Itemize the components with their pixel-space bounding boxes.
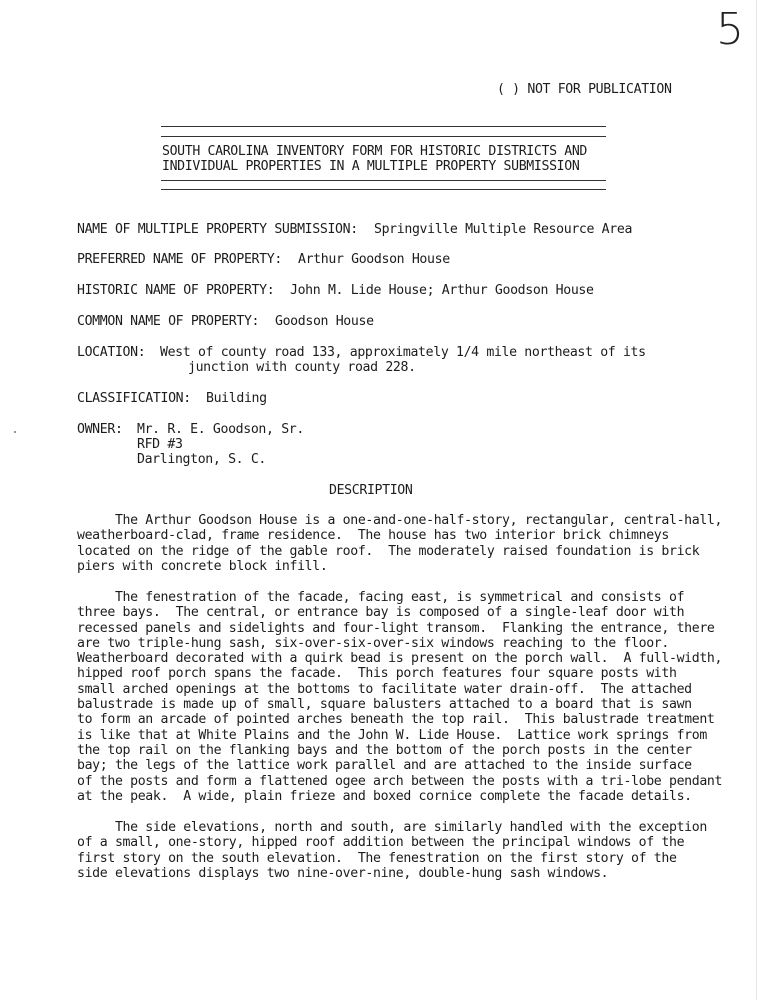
paragraph-line: three bays. The central, or entrance bay is composed of a single-leaf door with [77, 605, 685, 621]
location-label: LOCATION: [77, 345, 146, 360]
title-rule-bottom-2 [161, 189, 606, 190]
paragraph-line: bay; the legs of the lattice work parallel and are attached to the inside surface [77, 758, 692, 774]
page-number: 5 [716, 4, 744, 55]
historic-name-label: HISTORIC NAME OF PROPERTY: [77, 283, 275, 298]
owner-line-2: RFD #3 [137, 437, 183, 452]
preferred-name-label: PREFERRED NAME OF PROPERTY: [77, 252, 282, 267]
owner-line-1: Mr. R. E. Goodson, Sr. [137, 422, 304, 437]
paragraph-line: weatherboard-clad, frame residence. The house has two interior brick chimneys [77, 528, 669, 544]
paragraph-line: at the peak. A wide, plain frieze and boxed cornice complete the facade details. [77, 788, 692, 804]
paragraph-line: The fenestration of the facade, facing east, is symmetrical and consists of [77, 590, 685, 605]
form-title-line-2: INDIVIDUAL PROPERTIES IN A MULTIPLE PROPERTY SUBMISSION [162, 159, 580, 174]
form-title-line-1: SOUTH CAROLINA INVENTORY FORM FOR HISTORIC DISTRICTS AND [162, 144, 588, 159]
location-line-1: West of county road 133, approximately 1/4 mile northeast of its [160, 345, 646, 360]
historic-name-value: John M. Lide House; Arthur Goodson House [290, 283, 594, 298]
multiple-property-label: NAME OF MULTIPLE PROPERTY SUBMISSION: [77, 222, 358, 237]
owner-line-3: Darlington, S. C. [137, 452, 267, 467]
publication-notice: ( ) NOT FOR PUBLICATION [497, 82, 672, 97]
paragraph-line: balustrade is made up of small, square balusters attached to a board that is sawn [77, 697, 692, 713]
title-rule-top-2 [161, 136, 606, 137]
title-rule-top-1 [161, 126, 606, 127]
description-paragraph-2 [77, 590, 747, 804]
paragraph-line: first story on the south elevation. The fenestration on the first story of the [77, 850, 677, 866]
paragraph-line: The Arthur Goodson House is a one-and-one-half-story, rectangular, central-hall, [77, 513, 723, 528]
classification-label: CLASSIFICATION: [77, 391, 191, 406]
classification-value: Building [206, 391, 267, 406]
multiple-property-value: Springville Multiple Resource Area [374, 222, 633, 237]
paragraph-line: of a small, one-story, hipped roof addition between the principal windows of the [77, 835, 685, 851]
paragraph-line: Weatherboard decorated with a quirk bead is present on the porch wall. A full-width, [77, 651, 723, 667]
paragraph-line: is like that at White Plains and the John W. Lide House. Lattice work springs from [77, 727, 707, 743]
owner-label: OWNER: [77, 422, 123, 437]
paragraph-line: located on the ridge of the gable roof. The moderately raised foundation is brick [77, 543, 700, 559]
preferred-name-value: Arthur Goodson House [298, 252, 450, 267]
margin-mark [14, 431, 16, 433]
paragraph-line: hipped roof porch spans the facade. This porch features four square posts with [77, 666, 677, 682]
paragraph-line: small arched openings at the bottoms to facilitate water drain-off. The attached [77, 681, 692, 697]
paragraph-line: to form an arcade of pointed arches beneath the top rail. This balustrade treatment [77, 712, 715, 728]
paragraph-line: of the posts and form a flattened ogee arch between the posts with a tri-lobe pendant [77, 773, 723, 789]
common-name-label: COMMON NAME OF PROPERTY: [77, 314, 260, 329]
paragraph-line: recessed panels and sidelights and four-light transom. Flanking the entrance, there [77, 620, 715, 636]
description-paragraph-1 [77, 513, 747, 574]
paragraph-line: piers with concrete block infill. [77, 558, 328, 574]
paragraph-line: the top rail on the flanking bays and the bottom of the porch posts in the center [77, 742, 692, 758]
location-line-2: junction with county road 228. [188, 360, 416, 375]
description-heading: DESCRIPTION [329, 483, 413, 498]
paragraph-line: The side elevations, north and south, are similarly handled with the exception [77, 820, 707, 835]
paragraph-line: side elevations displays two nine-over-nine, double-hung sash windows. [77, 865, 609, 881]
description-paragraph-3 [77, 820, 747, 881]
paragraph-line: are two triple-hung sash, six-over-six-over-six windows reaching to the floor. [77, 635, 669, 651]
title-rule-bottom-1 [161, 180, 606, 181]
common-name-value: Goodson House [275, 314, 374, 329]
